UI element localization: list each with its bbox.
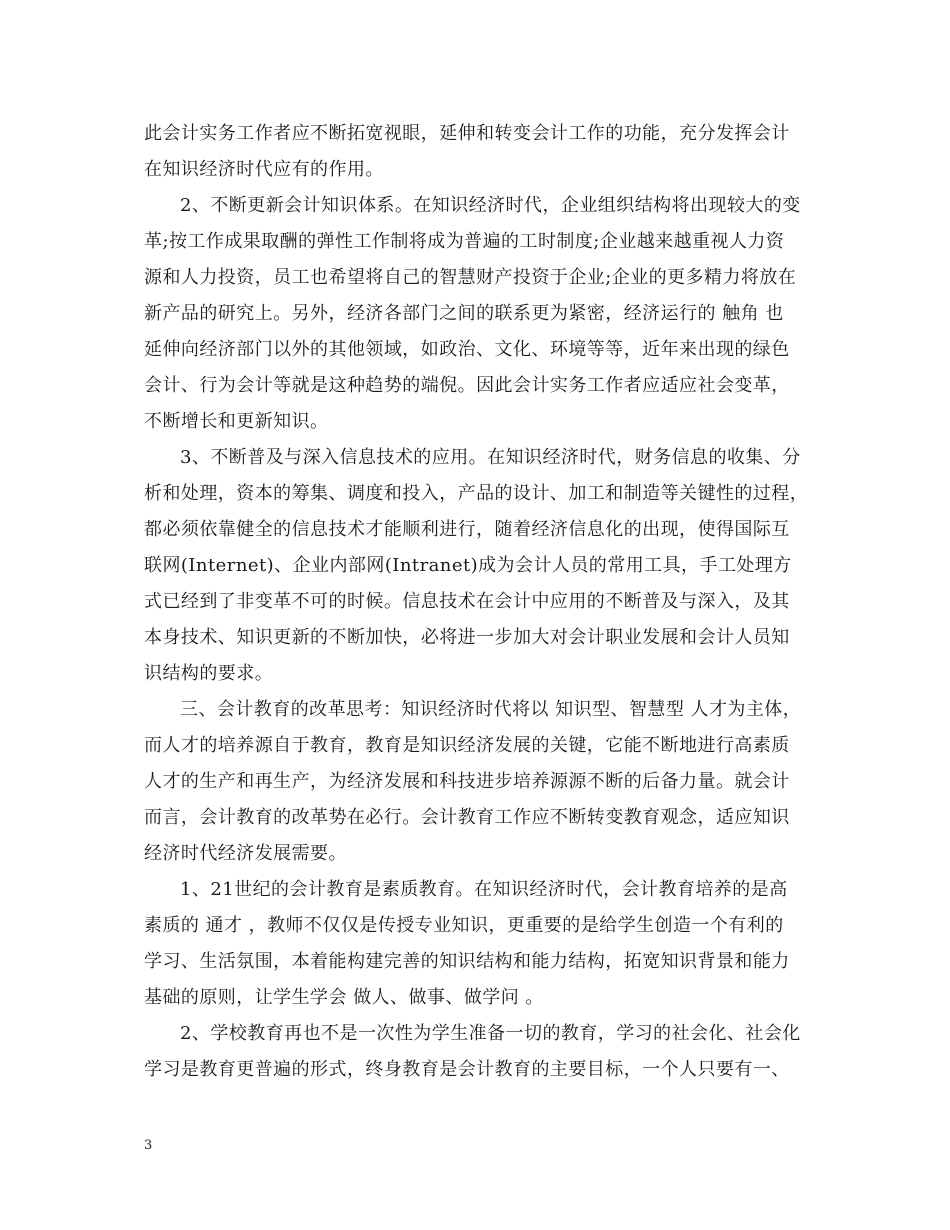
text-line: 延伸向经济部门以外的其他领域，如政治、文化、环境等等，近年来出现的绿色 bbox=[144, 339, 790, 360]
text-line: 都必须依靠健全的信息技术才能顺利进行，随着经济信息化的出现，使得国际互 bbox=[144, 519, 790, 540]
page-number: 3 bbox=[144, 1138, 153, 1153]
text-line: 源和人力投资，员工也希望将自己的智慧财产投资于企业;企业的更多精力将放在 bbox=[144, 267, 797, 288]
text-line: 识结构的要求。 bbox=[144, 663, 274, 684]
text-line: 人才的生产和再生产，为经济发展和科技进步培养源源不断的后备力量。就会计 bbox=[144, 771, 790, 792]
text-line: 学习是教育更普遍的形式，终身教育是会计教育的主要目标，一个人只要有一、 bbox=[144, 1059, 790, 1080]
text-line: 不断增长和更新知识。 bbox=[144, 411, 329, 432]
text-line: 基础的原则，让学生学会 做人、做事、做学问 。 bbox=[144, 987, 544, 1008]
body-text bbox=[144, 116, 816, 1088]
text-line: 会计、行为会计等就是这种趋势的端倪。因此会计实务工作者应适应社会变革， bbox=[144, 375, 790, 396]
text-line: 式已经到了非变革不可的时候。信息技术在会计中应用的不断普及与深入，及其 bbox=[144, 591, 790, 612]
text-line: 在知识经济时代应有的作用。 bbox=[144, 159, 384, 180]
text-line: 本身技术、知识更新的不断加快，必将进一步加大对会计职业发展和会计人员知 bbox=[144, 627, 790, 648]
text-line: 革;按工作成果取酬的弹性工作制将成为普遍的工时制度;企业越来越重视人力资 bbox=[144, 231, 785, 252]
text-line: 而言，会计教育的改革势在必行。会计教育工作应不断转变教育观念，适应知识 bbox=[144, 807, 790, 828]
text-line: 经济时代经济发展需要。 bbox=[144, 843, 347, 864]
text-line: 析和处理，资本的筹集、调度和投入，产品的设计、加工和制造等关键性的过程， bbox=[144, 483, 809, 504]
text-line: 3、不断普及与深入信息技术的应用。在知识经济时代，财务信息的收集、分 bbox=[180, 447, 801, 468]
text-line: 素质的 通才 ，教师不仅仅是传授专业知识，更重要的是给学生创造一个有利的 bbox=[144, 915, 784, 936]
text-line: 1、21世纪的会计教育是素质教育。在知识经济时代，会计教育培养的是高 bbox=[180, 879, 788, 900]
text-line: 2、不断更新会计知识体系。在知识经济时代，企业组织结构将出现较大的变 bbox=[180, 195, 801, 216]
text-line: 学习、生活氛围，本着能构建完善的知识结构和能力结构，拓宽知识背景和能力 bbox=[144, 951, 790, 972]
text-line: 新产品的研究上。另外，经济各部门之间的联系更为紧密，经济运行的 触角 也 bbox=[144, 303, 784, 324]
text-line: 联网(Internet)、企业内部网(Intranet)成为会计人员的常用工具，手工处理方 bbox=[144, 555, 792, 576]
text-line: 此会计实务工作者应不断拓宽视眼，延伸和转变会计工作的功能，充分发挥会计 bbox=[144, 123, 790, 144]
text-line: 2、学校教育再也不是一次性为学生准备一切的教育，学习的社会化、社会化 bbox=[180, 1023, 801, 1044]
text-line: 而人才的培养源自于教育，教育是知识经济发展的关键，它能不断地进行高素质 bbox=[144, 735, 790, 756]
text-line: 三、会计教育的改革思考：知识经济时代将以 知识型、智慧型 人才为主体， bbox=[180, 699, 802, 720]
